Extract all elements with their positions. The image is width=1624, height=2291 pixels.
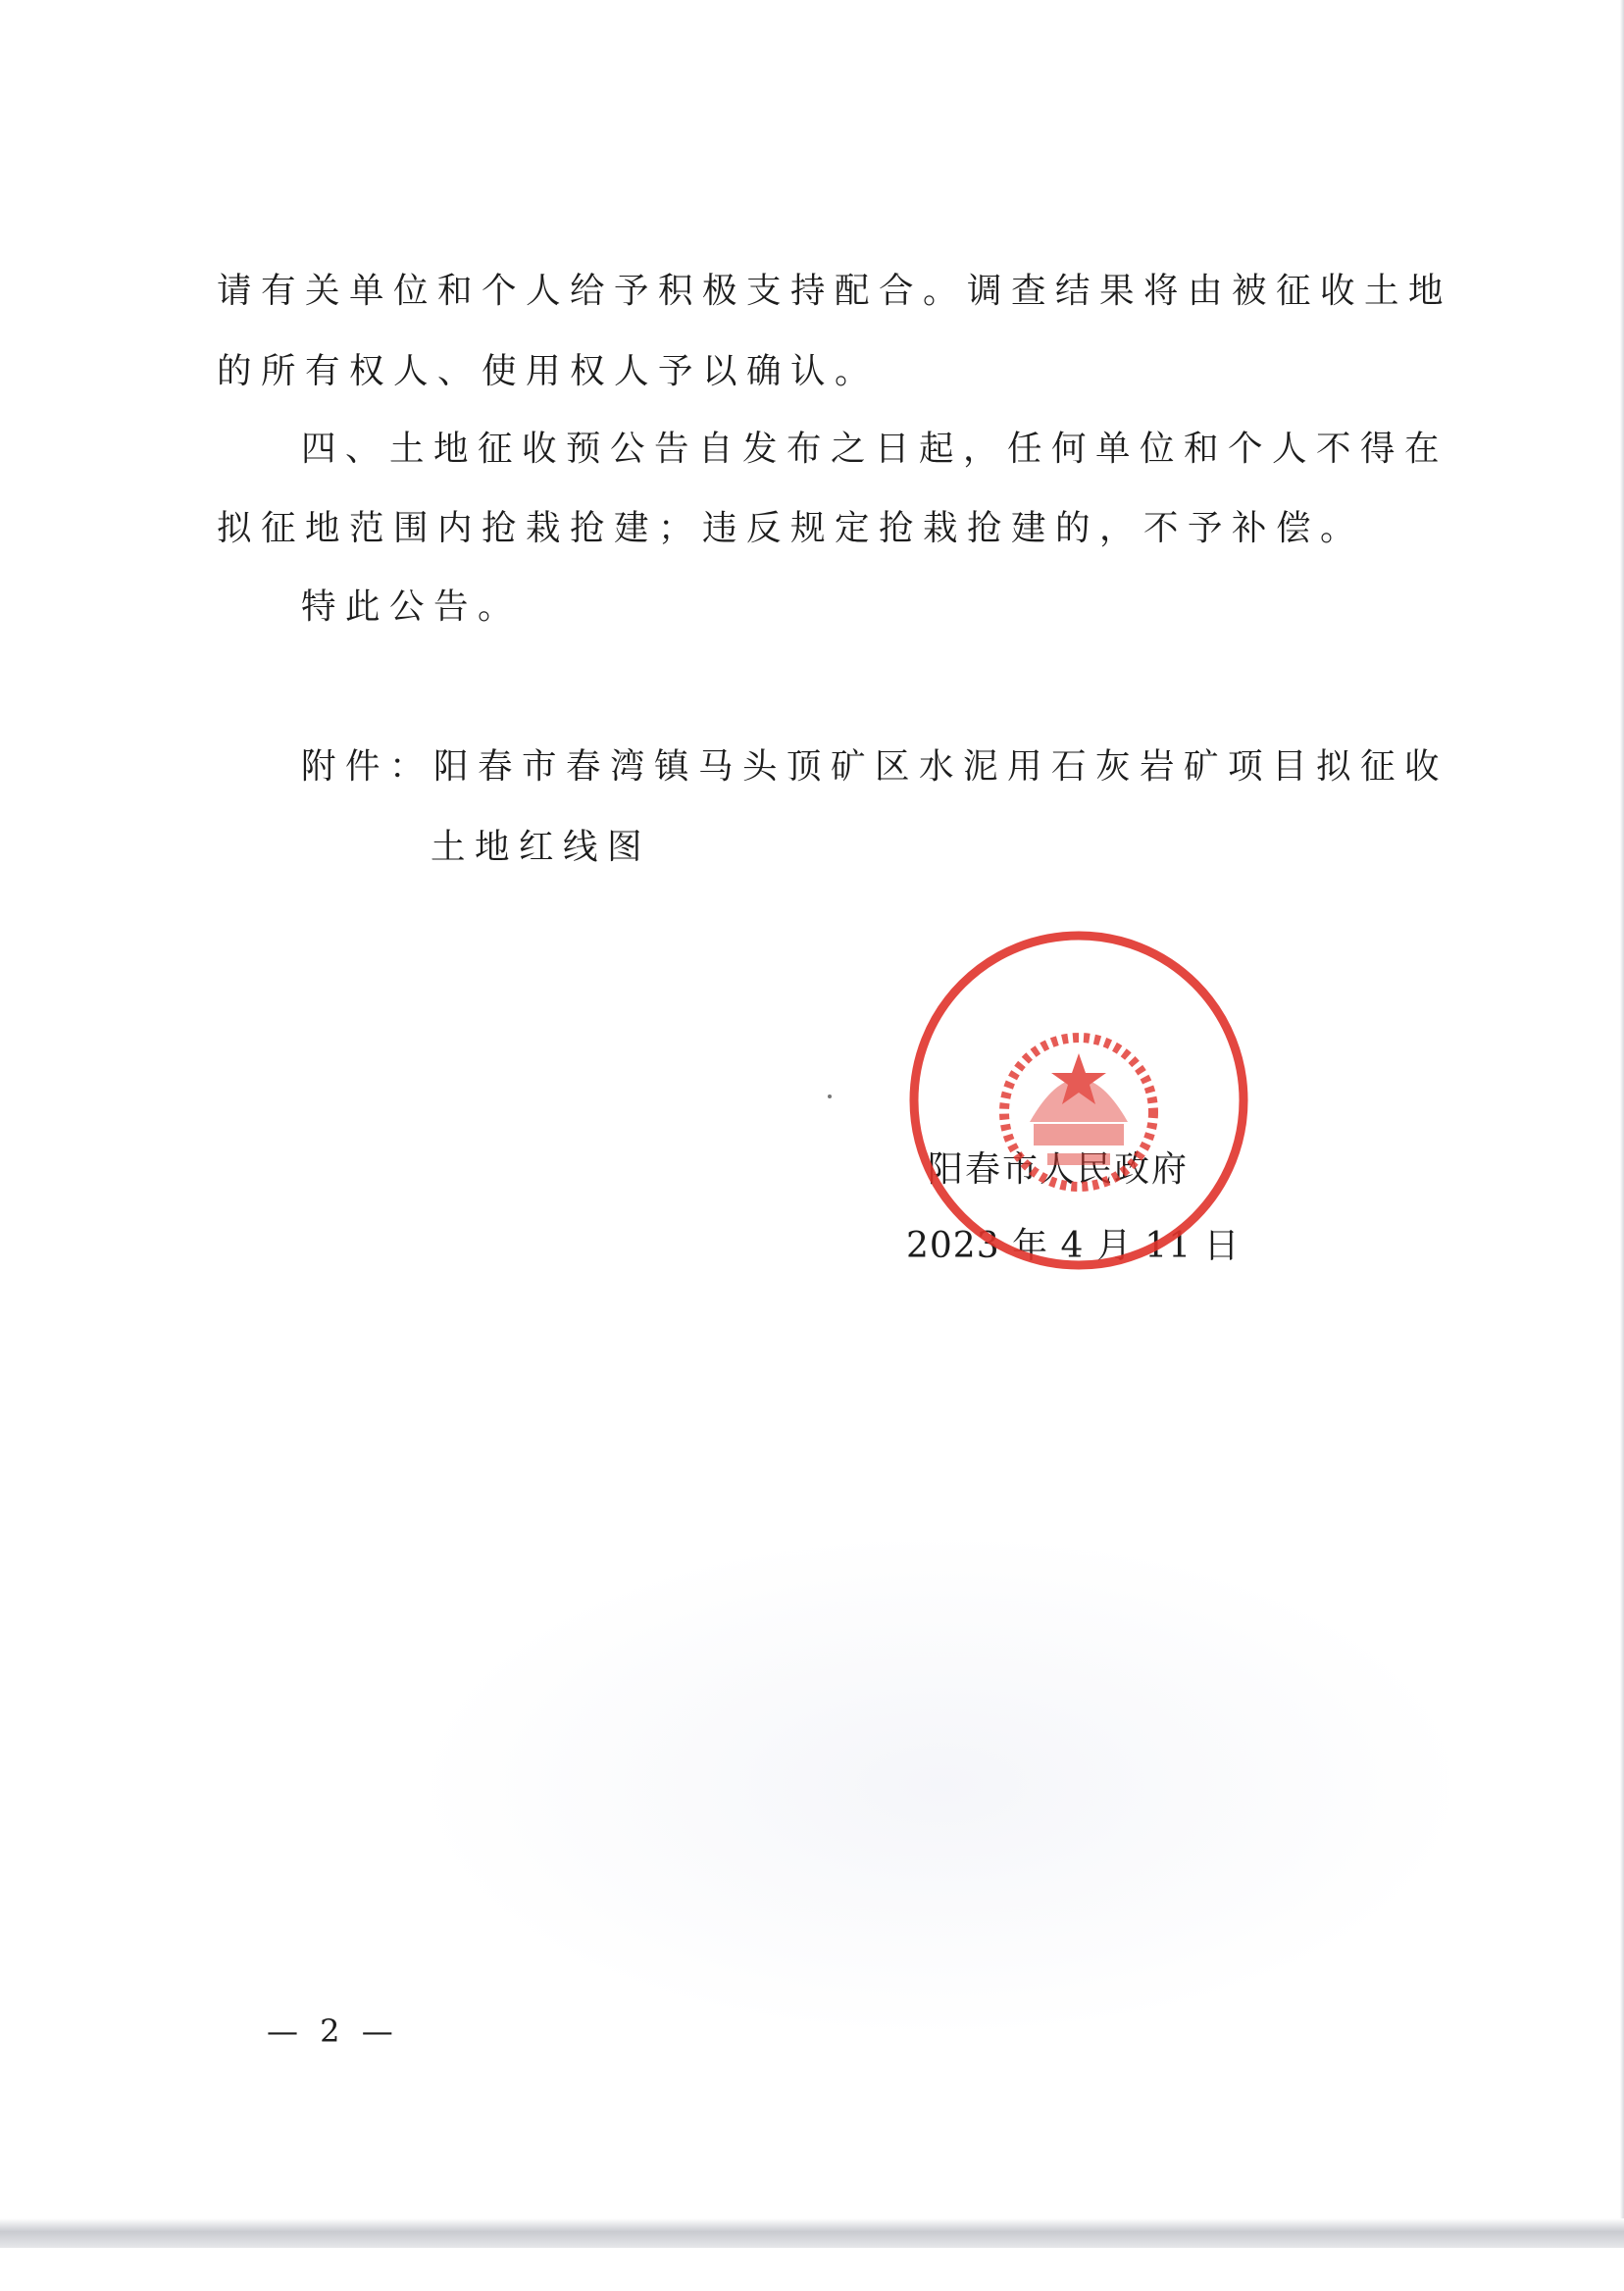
body-line-2: 的所有权人、使用权人予以确认。 [217,351,880,391]
official-seal [904,926,1253,1275]
issue-date: 2023 年 4 月 11 日 [906,1226,1241,1266]
scan-right-edge [1620,0,1624,2218]
page-number: — 2 — [267,2012,399,2050]
scan-shadow [412,1530,1471,2040]
scan-bottom-edge [0,2218,1624,2248]
national-emblem-icon [1004,1038,1153,1187]
attachment-line-1: 附件：阳春市春湾镇马头顶矿区水泥用石灰岩矿项目拟征收 [301,746,1449,787]
body-line-4: 拟征地范围内抢栽抢建；违反规定抢栽抢建的，不予补偿。 [217,508,1365,548]
body-line-1: 请有关单位和个人给予积极支持配合。调查结果将由被征收土地 [217,271,1453,311]
attachment-line-2: 土地红线图 [431,827,652,867]
body-line-3: 四、土地征收预公告自发布之日起，任何单位和个人不得在 [301,429,1449,469]
closing-line: 特此公告。 [301,586,523,627]
issuer-name: 阳春市人民政府 [928,1149,1190,1190]
scan-speck [828,1095,832,1098]
